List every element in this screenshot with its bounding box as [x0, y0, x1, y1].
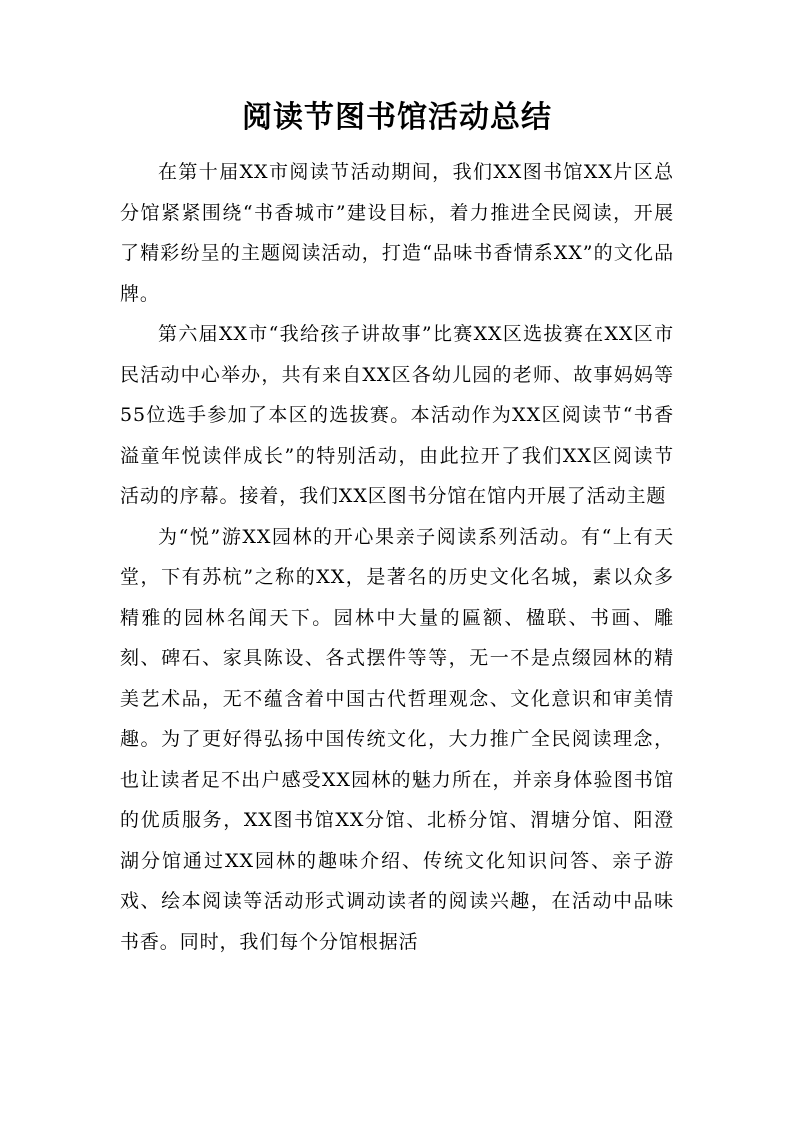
paragraph: 为“悦”游XX园林的开心果亲子阅读系列活动。有“上有天堂，下有苏杭”之称的XX，是著名的历史文化名城，素以众多精雅的园林名闻天下。园林中大量的匾额、楹联、书画、雕刻、碑石、家具陈设、各式摆件等等，无一不是点缀园林的精美艺术品，无不蕴含着中国古代哲理观念、文化意识和审美情趣。为了更好得弘扬中国传统文化，大力推广全民阅读理念，也让读者足不出户感受XX园林的魅力所在，并亲身体验图书馆的优质服务，XX图书馆XX分馆、北桥分馆、渭塘分馆、阳澄湖分馆通过XX园林的趣味介绍、传统文化知识问答、亲子游戏、绘本阅读等活动形式调动读者的阅读兴趣，在活动中品味书香。同时，我们每个分馆根据活 [120, 525, 674, 953]
document-title: 阅读节图书馆活动总结 [242, 100, 552, 135]
paragraph: 第六届XX市“我给孩子讲故事”比赛XX区选拔赛在XX区市民活动中心举办，共有来自XX区各幼儿园的老师、故事妈妈等55位选手参加了本区的选拔赛。本活动作为XX区阅读节“书香溢童年悦读伴成长”的特别活动，由此拉开了我们XX区阅读节活动的序幕。接着，我们XX区图书分馆在馆内开展了活动主题 [120, 323, 674, 507]
paragraph: 在第十届XX市阅读节活动期间，我们XX图书馆XX片区总分馆紧紧围绕“书香城市”建设目标，着力推进全民阅读，开展了精彩纷呈的主题阅读活动，打造“品味书香情系XX”的文化品牌。 [120, 161, 674, 305]
document-body [120, 152, 674, 962]
